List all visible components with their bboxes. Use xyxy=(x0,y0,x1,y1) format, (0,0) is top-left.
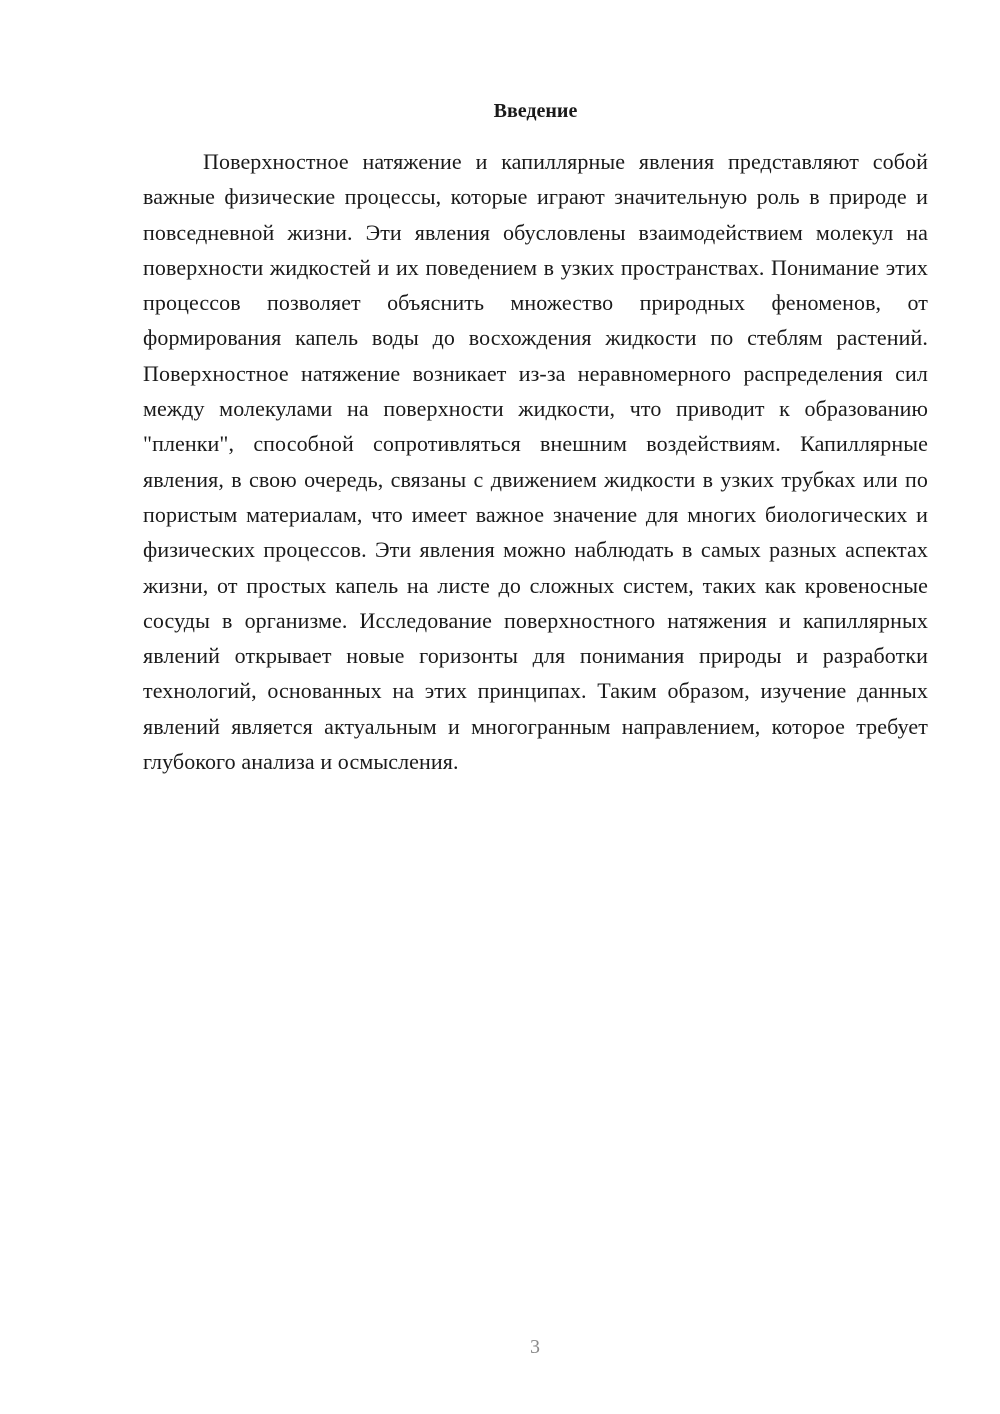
page-number: 3 xyxy=(530,1336,540,1358)
section-heading: Введение xyxy=(493,100,578,122)
body-paragraph: Поверхностное натяжение и капиллярные явления представляют собой важные физические процессы, которые играют значительную роль в природе и повседневной жизни. Эти явления обусловлены взаимодействием молекул на поверхности жидкостей и их поведением в узких пространствах. Понимание этих процессов позволяет объяснить множество природных феноменов, от формирования капель воды до восхождения жидкости по стеблям растений. Поверхностное натяжение возникает из-за неравномерного распределения сил между молекулами на поверхности жидкости, что приводит к образованию "пленки", способной сопротивляться внешним воздействиям. Капиллярные явления, в свою очередь, связаны с движением жидкости в узких трубках или по пористым материалам, что имеет важное значение для многих биологических и физических процессов. Эти явления можно наблюдать в самых разных аспектах жизни, от простых капель на листе до сложных систем, таких как кровеносные сосуды в организме. Исследование поверхностного натяжения и капиллярных явлений открывает новые горизонты для понимания природы и разработки технологий, основанных на этих принципах. Таким образом, изучение данных явлений является актуальным и многогранным направлением, которое требует глубокого анализа и осмысления. xyxy=(143,149,928,775)
